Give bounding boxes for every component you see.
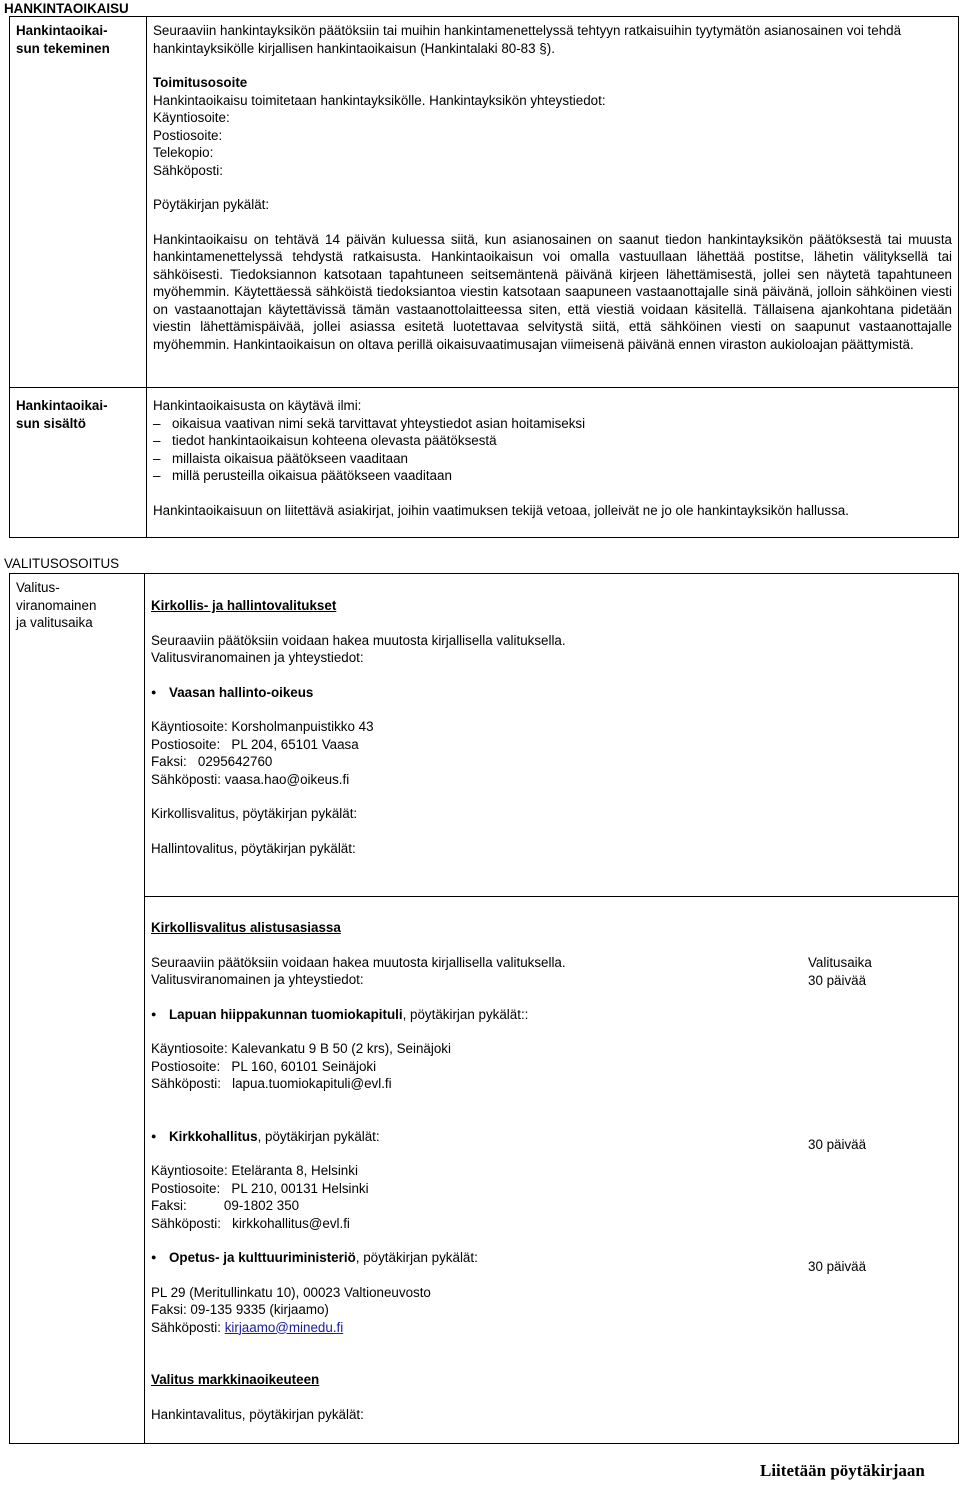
kirkollisvalitus-pyk: Kirkollisvalitus, pöytäkirjan pykälät: xyxy=(151,806,358,821)
hallintovalitus-pyk: Hallintovalitus, pöytäkirjan pykälät: xyxy=(151,840,356,856)
kirkko-posti: Postiosoite: PL 210, 00131 Helsinki xyxy=(151,1180,369,1196)
postiosoite-label: Postiosoite: xyxy=(153,127,223,143)
section-title-valitusosoitus: VALITUSOSOITUS xyxy=(4,556,120,571)
intro-text: Seuraaviin hankintayksikön päätöksiin tai muihin hankintamenettelyssä tehtyyn ratkaisuihin tyytymätön asianosainen voi tehdä hankintayksikölle kirjallisen hankintaoikaisun (Hankintalaki 80-83 §). xyxy=(153,23,902,56)
kayntiosoite-label: Käyntiosoite: xyxy=(153,110,230,125)
alistus-intro1: Seuraaviin päätöksiin voidaan hakea muutosta kirjallisella valituksella. xyxy=(151,954,566,970)
kirkollis-intro1: Seuraaviin päätöksiin voidaan hakea muutosta kirjallisella valituksella. xyxy=(151,632,566,648)
table-divider xyxy=(144,573,145,1444)
valitusaika-label: Valitusaika xyxy=(808,955,872,970)
valitusaika-value: 30 päivää xyxy=(808,972,867,988)
alistus-heading: Kirkollisvalitus alistusasiassa xyxy=(151,920,341,935)
footer-text: Liitetään pöytäkirjaan xyxy=(760,1461,925,1480)
lapua-item xyxy=(151,1006,951,1024)
list-item: – tiedot hankintaoikaisun kohteena olevasta päätöksestä xyxy=(153,432,952,450)
section-title-hankintaoikaisu: HANKINTAOIKAISU xyxy=(4,1,129,16)
toimitus-title: Toimitusosoite xyxy=(153,75,248,90)
row-label-line: Hankintaoikai- xyxy=(16,398,108,413)
label-line: viranomainen xyxy=(16,597,97,613)
deadline-text: Hankintaoikaisu on tehtävä 14 päivän kuluessa siitä, kun asianosainen on saanut tiedon hankintayksikön päätöksestä tai muusta hankintamenettelyssä tehdystä ratkaisusta. Hankintaoikaisun voi omalla vastuullaan lähettää postitse, lähetin välityksellä tai sähköisesti. Tiedoksiannon katsotaan tapahtuneen seitsemäntenä päivänä kirjeen lähettämisestä, jollei sen näytetä tapahtuneen myöhemmin. Käytettäessä sähköistä tiedoksiantoa viestin katsotaan saapuneen vastaanottajalle sinä päivänä, jolloin sähköinen viesti on vastaanottajan käytettävissä tämän vastaanottolaitteessa siten, että viestiä voidaan käsitellä. Tällaisena ajankohtana pidetään viestin lähettämispäivää, jollei asiassa esitetä luotettavaa selvitystä siitä, että sähköinen viesti on saapunut vastaanottajalle myöhemmin. Hankintaoikaisun on oltava perillä oikaisuvaatimusajan viimeisenä päivänä ennen viraston aukioloajan päättymistä. xyxy=(153,231,952,352)
content-list xyxy=(153,415,952,485)
kirkko-email: Sähköposti: kirkkohallitus@evl.fi xyxy=(151,1215,350,1231)
kirkko-suffix: , pöytäkirjan pykälät: xyxy=(257,1128,380,1144)
vaasa-posti: Postiosoite: PL 204, 65101 Vaasa xyxy=(151,736,359,752)
row-label-tekeminen xyxy=(16,22,142,57)
table-row-divider xyxy=(9,387,959,388)
okm-email-label: Sähköposti: xyxy=(151,1319,225,1335)
okm-suffix: , pöytäkirjan pykälät: xyxy=(355,1250,478,1265)
tekeminen-content xyxy=(153,22,952,353)
okm-address: PL 29 (Meritullinkatu 10), 00023 Valtioneuvosto xyxy=(151,1284,431,1300)
okm-faksi: Faksi: 09-135 9335 (kirjaamo) xyxy=(151,1302,329,1317)
label-line: Valitus- xyxy=(16,580,60,595)
row-label-line: Hankintaoikai- xyxy=(16,23,108,38)
vaasa-name: ● Vaasan hallinto-oikeus xyxy=(151,684,951,702)
kirkko-faksi: Faksi: 09-1802 350 xyxy=(151,1198,300,1213)
lapua-posti: Postiosoite: PL 160, 60101 Seinäjoki xyxy=(151,1058,377,1074)
kirkollis-heading: Kirkollis- ja hallintovalitukset xyxy=(151,598,337,613)
table-divider xyxy=(146,16,147,538)
lapua-name: Lapuan hiippakunnan tuomiokapituli xyxy=(169,1006,403,1022)
sahkoposti-label: Sähköposti: xyxy=(153,162,223,178)
kirkollis-block xyxy=(151,597,951,857)
list-item: – millä perusteilla oikaisua päätökseen vaaditaan xyxy=(153,467,952,485)
poytakirja-label: Pöytäkirjan pykälät: xyxy=(153,197,270,212)
telekopio-label: Telekopio: xyxy=(153,145,214,160)
markkina-heading: Valitus markkinaoikeuteen xyxy=(151,1372,320,1387)
sisalto-content xyxy=(153,397,952,519)
row-label-line: sun tekeminen xyxy=(16,40,110,56)
toimitus-text: Hankintaoikaisu toimitetaan hankintayksikölle. Hankintayksikön yhteystiedot: xyxy=(153,92,606,108)
vaasa-faksi: Faksi: 0295642760 xyxy=(151,754,273,769)
content-intro: Hankintaoikaisusta on käytävä ilmi: xyxy=(153,398,362,413)
row-label-line: sun sisältö xyxy=(16,415,86,431)
alistus-block xyxy=(151,919,951,1423)
kirkko-days: 30 päivää xyxy=(808,1137,867,1152)
row-label-sisalto xyxy=(16,397,142,432)
label-line: ja valitusaika xyxy=(16,615,93,630)
okm-email-row xyxy=(151,1319,951,1337)
vaasa-email: Sähköposti: vaasa.hao@oikeus.fi xyxy=(151,771,350,787)
valitusaika-block xyxy=(808,954,872,989)
valitus-label xyxy=(16,579,142,632)
lapua-kaynti: Käyntiosoite: Kalevankatu 9 B 50 (2 krs), Seinäjoki xyxy=(151,1041,451,1056)
table-row-divider xyxy=(144,896,959,897)
attach-text: Hankintaoikaisuun on liitettävä asiakirjat, joihin vaatimuksen tekijä vetoaa, jolleivät ne jo ole hankintayksikön hallussa. xyxy=(153,502,849,518)
vaasa-kaynti: Käyntiosoite: Korsholmanpuistikko 43 xyxy=(151,719,374,734)
kirkko-kaynti: Käyntiosoite: Eteläranta 8, Helsinki xyxy=(151,1163,358,1178)
okm-email-link[interactable]: kirjaamo@minedu.fi xyxy=(224,1319,344,1335)
okm-name: Opetus- ja kulttuuriministeriö xyxy=(169,1250,356,1265)
list-item: – millaista oikaisua päätökseen vaaditaan xyxy=(153,450,952,468)
kirkko-name: Kirkkohallitus xyxy=(169,1128,258,1144)
list-item: – oikaisua vaativan nimi sekä tarvittavat yhteystiedot asian hoitamiseksi xyxy=(153,415,952,433)
lapua-email: Sähköposti: lapua.tuomiokapituli@evl.fi xyxy=(151,1076,392,1091)
okm-days: 30 päivää xyxy=(808,1259,867,1274)
alistus-intro2: Valitusviranomainen ja yhteystiedot: xyxy=(151,972,364,987)
markkina-text: Hankintavalitus, pöytäkirjan pykälät: xyxy=(151,1406,364,1422)
lapua-suffix: , pöytäkirjan pykälät:: xyxy=(402,1006,529,1022)
kirkollis-intro2: Valitusviranomainen ja yhteystiedot: xyxy=(151,650,364,665)
